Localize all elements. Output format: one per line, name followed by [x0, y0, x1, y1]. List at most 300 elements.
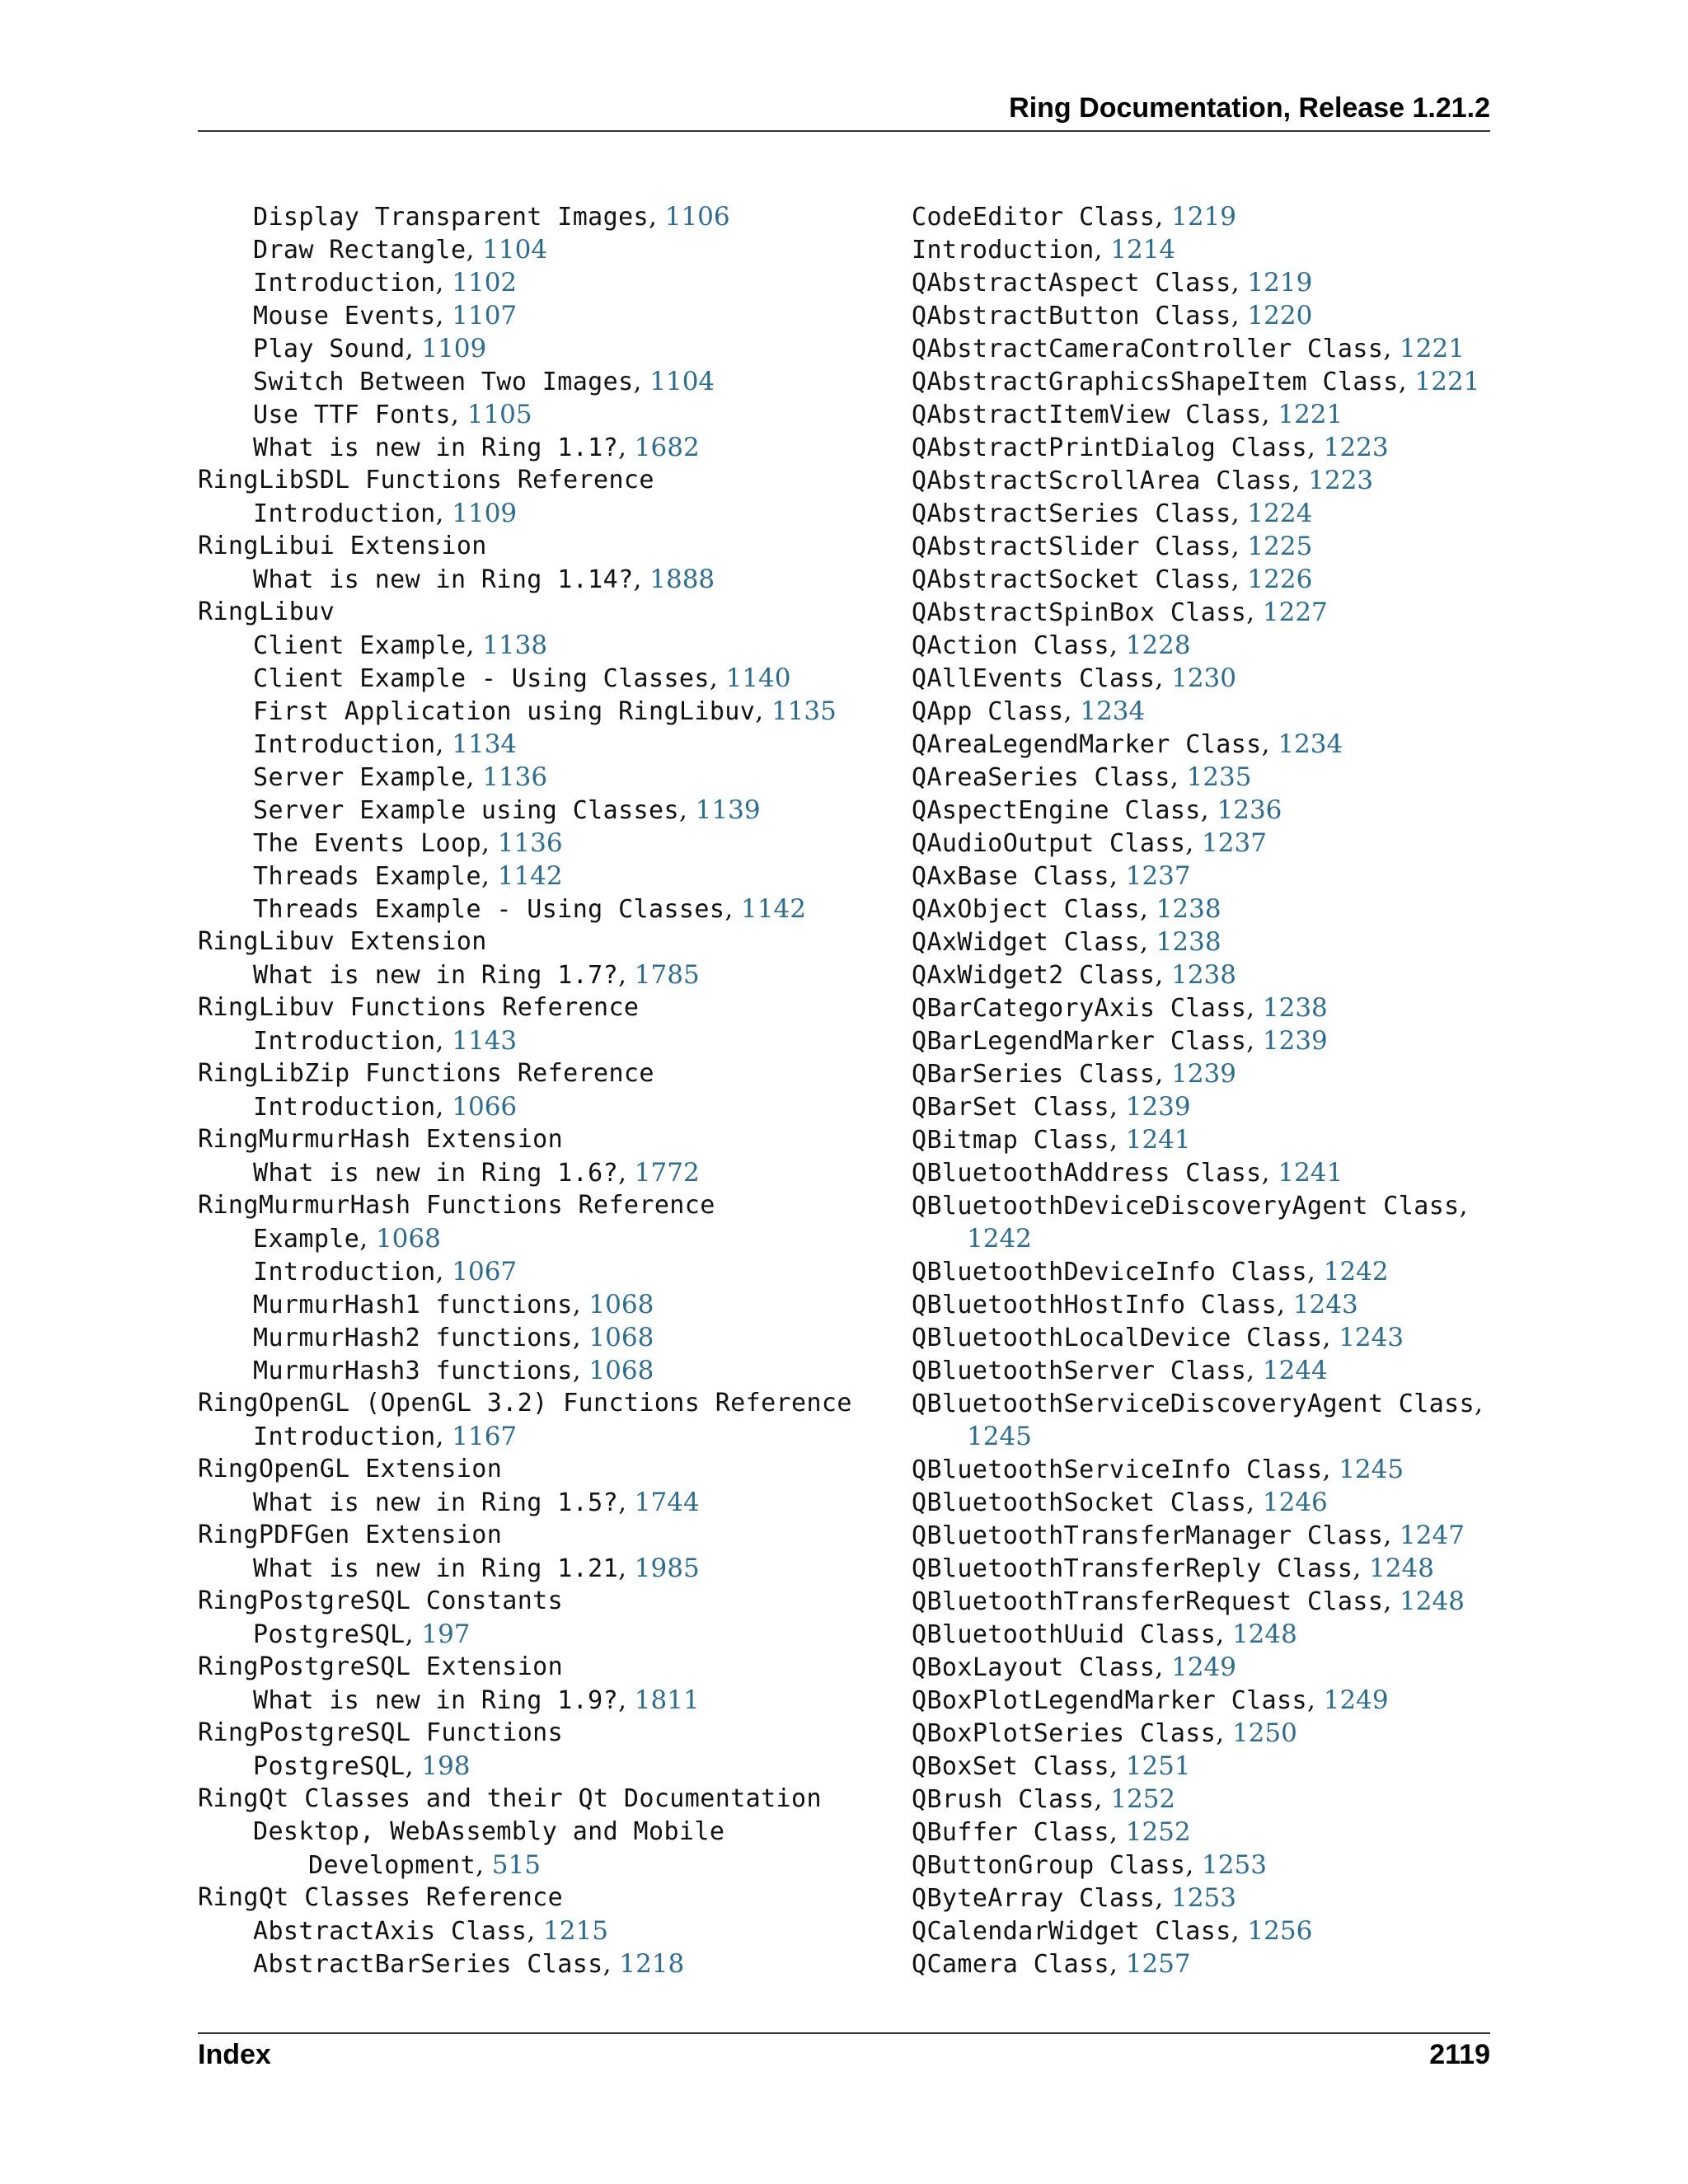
index-entry — [198, 200, 874, 233]
page-reference-link[interactable]: 1223 — [1323, 433, 1389, 462]
index-term: QBluetoothHostInfo Class — [912, 1291, 1278, 1319]
index-term: Server Example using Classes — [253, 796, 679, 825]
index-term: QBluetoothAddress Class — [912, 1159, 1262, 1188]
index-entry — [912, 497, 1505, 530]
page-reference-link[interactable]: 1221 — [1414, 367, 1480, 396]
index-entry — [198, 431, 874, 464]
page-reference-link[interactable]: 1239 — [1262, 1026, 1328, 1056]
index-separator: , — [1155, 960, 1172, 990]
index-separator: , — [572, 1323, 589, 1352]
index-separator: , — [1475, 1389, 1483, 1418]
page-reference-link[interactable]: 1249 — [1171, 1652, 1237, 1682]
index-entry — [912, 1255, 1505, 1288]
page-reference-link[interactable]: 1143 — [452, 1026, 518, 1056]
header-rule — [198, 130, 1490, 132]
index-term: QBitmap Class — [912, 1126, 1109, 1155]
page-reference-link[interactable]: 1772 — [634, 1158, 700, 1188]
index-entry — [912, 991, 1505, 1024]
index-term: What is new in Ring 1.9? — [253, 1686, 619, 1715]
index-entry — [912, 530, 1505, 563]
index-term: QAbstractGraphicsShapeItem Class — [912, 368, 1399, 396]
page-reference-link[interactable]: 1243 — [1339, 1323, 1404, 1352]
page-reference-link[interactable]: 1104 — [482, 235, 548, 265]
page-reference-link[interactable]: 515 — [491, 1850, 541, 1880]
index-term: Switch Between Two Images — [253, 368, 634, 396]
index-entry — [198, 662, 874, 695]
page-reference-link[interactable]: 1221 — [1400, 334, 1465, 363]
index-entry — [912, 1057, 1505, 1090]
index-term: QAbstractItemView Class — [912, 401, 1262, 429]
page-reference-link[interactable]: 1136 — [482, 762, 548, 792]
index-term: QCamera Class — [912, 1950, 1109, 1979]
page-reference-link[interactable]: 1236 — [1217, 795, 1282, 825]
page-reference-link[interactable]: 1238 — [1156, 894, 1221, 924]
index-term: QAbstractSeries Class — [912, 499, 1231, 528]
page-reference-link[interactable]: 1250 — [1231, 1718, 1297, 1748]
index-entry — [912, 398, 1505, 431]
index-entry — [912, 1585, 1505, 1618]
page-reference-link[interactable]: 1234 — [1080, 696, 1146, 726]
index-entry — [912, 958, 1505, 991]
index-separator: , — [1139, 927, 1156, 957]
page-reference-link[interactable]: 1238 — [1171, 960, 1237, 990]
index-separator: , — [1094, 235, 1111, 265]
page-reference-link[interactable]: 1248 — [1231, 1619, 1297, 1649]
index-term: RingLibuv Extension — [198, 927, 487, 956]
index-entry — [198, 1947, 874, 1980]
index-term: Play Sound — [253, 335, 406, 363]
index-entry — [198, 299, 874, 332]
page-reference-link[interactable]: 1138 — [482, 630, 548, 660]
index-term: Mouse Events — [253, 302, 436, 330]
index-separator: , — [1231, 301, 1248, 330]
index-entry — [198, 464, 874, 497]
page-reference-link[interactable]: 1068 — [588, 1290, 654, 1319]
page-reference-link[interactable]: 1142 — [497, 861, 563, 891]
page-reference-link[interactable]: 1107 — [452, 301, 518, 330]
page-reference-link[interactable]: 1234 — [1278, 729, 1343, 759]
index-entry — [912, 563, 1505, 596]
index-entry — [912, 1222, 1505, 1255]
index-term: QBluetoothLocalDevice Class — [912, 1324, 1323, 1352]
index-entry — [198, 893, 874, 926]
page-reference-link[interactable]: 1225 — [1247, 532, 1313, 561]
page-reference-link[interactable]: 1140 — [725, 663, 791, 693]
index-term: Development — [308, 1851, 476, 1880]
index-entry — [912, 464, 1505, 497]
index-entry — [912, 1882, 1505, 1915]
page-reference-link[interactable]: 1238 — [1156, 927, 1221, 957]
page-reference-link[interactable]: 1243 — [1292, 1290, 1358, 1319]
index-term: QBluetoothTransferRequest Class — [912, 1587, 1384, 1616]
page-reference-link[interactable]: 1237 — [1125, 861, 1191, 891]
page-reference-link[interactable]: 1136 — [497, 828, 563, 858]
page-reference-link[interactable]: 1219 — [1247, 268, 1313, 298]
page-reference-link[interactable]: 1248 — [1400, 1586, 1465, 1616]
index-term: AbstractBarSeries Class — [253, 1950, 603, 1979]
index-separator: , — [1459, 1191, 1468, 1221]
index-separator: , — [466, 762, 483, 792]
index-term: Client Example - Using Classes — [253, 664, 710, 693]
index-entry — [198, 761, 874, 794]
index-term: QApp Class — [912, 697, 1064, 726]
index-term: What is new in Ring 1.21 — [253, 1554, 619, 1583]
index-separator: , — [618, 1158, 635, 1188]
index-term: What is new in Ring 1.5? — [253, 1488, 619, 1517]
index-separator: , — [466, 630, 483, 660]
index-term: QAxObject Class — [912, 895, 1140, 924]
page-reference-link[interactable]: 1246 — [1262, 1488, 1328, 1517]
page-reference-link[interactable]: 1682 — [634, 433, 700, 462]
index-separator: , — [405, 1751, 422, 1781]
index-entry — [912, 1816, 1505, 1849]
index-separator: , — [1231, 499, 1248, 528]
page-reference-link[interactable]: 1248 — [1369, 1554, 1435, 1583]
index-entry — [198, 1552, 874, 1585]
index-term: RingOpenGL (OpenGL 3.2) Functions Reference — [198, 1389, 852, 1418]
index-separator: , — [476, 1850, 492, 1880]
index-separator: , — [435, 1026, 452, 1056]
page-reference-link[interactable]: 1104 — [649, 367, 715, 396]
index-separator: , — [1109, 1949, 1126, 1979]
index-separator: , — [435, 1257, 452, 1286]
page-reference-link[interactable]: 1135 — [771, 696, 837, 726]
page-reference-link[interactable]: 1252 — [1110, 1784, 1176, 1814]
page-reference-link[interactable]: 1223 — [1308, 466, 1374, 495]
index-entry — [912, 893, 1505, 926]
page-reference-link[interactable]: 1220 — [1247, 301, 1313, 330]
index-entry — [912, 1189, 1505, 1222]
index-separator: , — [1109, 1092, 1126, 1122]
footer-rule — [198, 2032, 1490, 2034]
page-reference-link[interactable]: 1253 — [1202, 1850, 1267, 1880]
page-reference-link[interactable]: 1256 — [1247, 1916, 1313, 1946]
page-reference-link[interactable]: 1068 — [375, 1224, 441, 1254]
index-separator: , — [1261, 729, 1278, 759]
index-separator: , — [1109, 630, 1126, 660]
index-separator: , — [678, 795, 696, 825]
index-entry — [198, 596, 874, 629]
index-term: Introduction — [253, 1258, 436, 1286]
index-separator: , — [405, 334, 422, 363]
index-separator: , — [618, 1685, 635, 1715]
index-entry — [912, 1156, 1505, 1189]
page-reference-link[interactable]: 1167 — [452, 1422, 518, 1451]
index-entry — [912, 827, 1505, 860]
page-reference-link[interactable]: 1238 — [1262, 993, 1328, 1023]
page-reference-link[interactable]: 1888 — [649, 565, 715, 594]
index-entry — [912, 1453, 1505, 1486]
index-term: QAudioOutput Class — [912, 829, 1186, 858]
index-term: QByteArray Class — [912, 1884, 1156, 1913]
page-reference-link[interactable]: 1252 — [1125, 1817, 1191, 1847]
index-term: RingQt Classes and their Qt Documentation — [198, 1784, 822, 1813]
page-reference-link[interactable]: 197 — [421, 1619, 471, 1649]
index-separator: , — [435, 1092, 452, 1122]
index-entry — [198, 1024, 874, 1057]
page-reference-link[interactable]: 1253 — [1171, 1883, 1237, 1913]
index-entry — [912, 1354, 1505, 1387]
index-term: QBarSet Class — [912, 1093, 1109, 1122]
index-term: QBoxSet Class — [912, 1752, 1109, 1781]
index-entry — [198, 1156, 874, 1189]
index-separator: , — [1216, 1619, 1232, 1649]
index-separator: , — [1231, 565, 1248, 594]
page-reference-link[interactable]: 1066 — [452, 1092, 518, 1122]
index-entry — [912, 1618, 1505, 1651]
index-entry — [912, 1123, 1505, 1156]
footer-section-label: Index — [198, 2039, 271, 2070]
index-term: Server Example — [253, 763, 467, 792]
index-separator: , — [451, 400, 467, 429]
index-entry — [198, 958, 874, 991]
index-term: What is new in Ring 1.1? — [253, 434, 619, 462]
index-entry — [198, 1519, 874, 1552]
index-term: RingLibuv — [198, 598, 335, 626]
index-term: RingPostgreSQL Extension — [198, 1652, 564, 1681]
index-term: QBluetoothServer Class — [912, 1357, 1247, 1385]
index-term: RingLibuv Functions Reference — [198, 993, 640, 1022]
index-term: RingLibui Extension — [198, 532, 487, 560]
index-entry — [198, 1816, 874, 1849]
index-separator: , — [1155, 1652, 1172, 1682]
page-reference-link[interactable]: 1247 — [1400, 1521, 1465, 1550]
index-separator: , — [1231, 1916, 1248, 1946]
page-reference-link[interactable]: 1068 — [588, 1356, 654, 1385]
index-separator: , — [618, 960, 635, 990]
index-separator: , — [709, 663, 726, 693]
index-entry — [912, 1750, 1505, 1783]
index-term: RingLibSDL Functions Reference — [198, 466, 654, 494]
index-term: First Application using RingLibuv — [253, 697, 756, 726]
page-reference-link[interactable]: 1249 — [1323, 1685, 1389, 1715]
index-term: QAbstractCameraController Class — [912, 335, 1384, 363]
index-separator: , — [1155, 663, 1172, 693]
page-reference-link[interactable]: 1242 — [967, 1224, 1032, 1254]
index-entry — [912, 695, 1505, 728]
index-separator: , — [633, 367, 650, 396]
index-separator: , — [435, 499, 452, 528]
page-reference-link[interactable]: 1102 — [452, 268, 518, 298]
index-separator: , — [466, 235, 483, 265]
index-separator: , — [633, 565, 650, 594]
page-reference-link[interactable]: 1215 — [543, 1916, 608, 1946]
page-reference-link[interactable]: 1245 — [1339, 1455, 1404, 1484]
page-reference-link[interactable]: 1214 — [1110, 235, 1176, 265]
page-reference-link[interactable]: 1134 — [452, 729, 518, 759]
index-entry — [198, 1354, 874, 1387]
index-entry — [198, 629, 874, 662]
index-separator: , — [1155, 1059, 1172, 1089]
index-separator: , — [572, 1356, 589, 1385]
index-term: PostgreSQL — [253, 1752, 406, 1781]
index-entry — [912, 1915, 1505, 1947]
index-term: QBuffer Class — [912, 1818, 1109, 1847]
index-entry — [198, 1585, 874, 1618]
page-reference-link[interactable]: 1218 — [619, 1949, 685, 1979]
index-entry — [198, 1288, 874, 1321]
index-term: QBluetoothTransferManager Class — [912, 1521, 1384, 1550]
index-term: Introduction — [253, 1027, 436, 1056]
page-reference-link[interactable]: 1227 — [1262, 598, 1328, 627]
page-reference-link[interactable]: 1068 — [588, 1323, 654, 1352]
index-term: QAreaLegendMarker Class — [912, 730, 1262, 759]
index-separator: , — [1216, 1718, 1232, 1748]
index-entry — [912, 365, 1505, 398]
index-entry — [912, 1486, 1505, 1519]
page-reference-link[interactable]: 1811 — [634, 1685, 700, 1715]
index-term: QBluetoothDeviceInfo Class — [912, 1258, 1307, 1286]
page-reference-link[interactable]: 1228 — [1125, 630, 1191, 660]
index-separator: , — [1383, 1586, 1400, 1616]
index-term: MurmurHash1 functions — [253, 1291, 573, 1319]
index-entry — [198, 1453, 874, 1486]
index-separator: , — [1185, 1850, 1203, 1880]
index-separator: , — [1322, 1455, 1339, 1484]
page-reference-link[interactable]: 1226 — [1247, 565, 1313, 594]
index-term: Example — [253, 1225, 360, 1254]
page-reference-link[interactable]: 1257 — [1125, 1949, 1191, 1979]
page-reference-link[interactable]: 1106 — [664, 202, 730, 232]
index-entry — [912, 200, 1505, 233]
index-entry — [198, 1849, 874, 1882]
index-separator: , — [1307, 1257, 1324, 1286]
index-term: PostgreSQL — [253, 1620, 406, 1649]
index-entry — [912, 1717, 1505, 1750]
index-entry — [912, 266, 1505, 299]
index-term: QAbstractAspect Class — [912, 269, 1231, 298]
index-separator: , — [1185, 828, 1203, 858]
index-term: QAllEvents Class — [912, 664, 1156, 693]
index-term: QBluetoothSocket Class — [912, 1488, 1247, 1517]
page-reference-link[interactable]: 1139 — [695, 795, 761, 825]
index-separator: , — [1200, 795, 1217, 825]
page-reference-link[interactable]: 1237 — [1202, 828, 1267, 858]
page-reference-link[interactable]: 1230 — [1171, 663, 1237, 693]
index-entry — [198, 1882, 874, 1915]
index-entry — [198, 1717, 874, 1750]
index-term: QBluetoothServiceDiscoveryAgent Class — [912, 1390, 1475, 1418]
index-entry — [198, 728, 874, 761]
index-entry — [912, 662, 1505, 695]
index-term: QBrush Class — [912, 1785, 1095, 1814]
index-entry — [912, 332, 1505, 365]
index-term: What is new in Ring 1.7? — [253, 961, 619, 990]
index-entry — [198, 1189, 874, 1222]
index-term: QBluetoothUuid Class — [912, 1620, 1217, 1649]
index-separator: , — [1261, 400, 1278, 429]
index-separator: , — [1170, 762, 1187, 792]
index-separator: , — [1155, 1883, 1172, 1913]
index-term: QBluetoothDeviceDiscoveryAgent Class — [912, 1192, 1460, 1221]
page-reference-link[interactable]: 1242 — [1323, 1257, 1389, 1286]
page-reference-link[interactable]: 1221 — [1278, 400, 1343, 429]
index-entry — [912, 1024, 1505, 1057]
index-separator: , — [603, 1949, 620, 1979]
index-term: QButtonGroup Class — [912, 1851, 1186, 1880]
page-reference-link[interactable]: 1244 — [1262, 1356, 1328, 1385]
index-entry — [198, 233, 874, 266]
index-separator: , — [481, 828, 498, 858]
page-reference-link[interactable]: 1239 — [1125, 1092, 1191, 1122]
page-reference-link[interactable]: 1219 — [1171, 202, 1237, 232]
page-reference-link[interactable]: 1224 — [1247, 499, 1313, 528]
index-term: Client Example — [253, 631, 467, 660]
index-separator: , — [1383, 334, 1400, 363]
page-reference-link[interactable]: 1235 — [1186, 762, 1252, 792]
index-term: Introduction — [253, 730, 436, 759]
index-separator: , — [1109, 1817, 1126, 1847]
index-term: Threads Example — [253, 862, 481, 891]
page-reference-link[interactable]: 198 — [421, 1751, 471, 1781]
index-term: QAspectEngine Class — [912, 796, 1201, 825]
index-entry — [912, 1552, 1505, 1585]
page-reference-link[interactable]: 1105 — [467, 400, 532, 429]
page-reference-link[interactable]: 1744 — [634, 1488, 700, 1517]
index-term: RingPostgreSQL Constants — [198, 1586, 564, 1615]
index-term: QBarCategoryAxis Class — [912, 994, 1247, 1023]
index-entry — [912, 794, 1505, 827]
index-entry — [912, 1288, 1505, 1321]
index-term: RingPostgreSQL Functions — [198, 1718, 564, 1747]
index-separator: , — [618, 1554, 635, 1583]
index-entry — [912, 1651, 1505, 1684]
index-entry — [198, 1750, 874, 1783]
index-term: The Events Loop — [253, 829, 481, 858]
page-reference-link[interactable]: 1245 — [967, 1422, 1032, 1451]
index-entry — [198, 1321, 874, 1354]
page-reference-link[interactable]: 1142 — [741, 894, 806, 924]
index-term: RingMurmurHash Extension — [198, 1125, 564, 1154]
index-separator: , — [1246, 598, 1263, 627]
index-entry — [198, 266, 874, 299]
index-entry — [198, 1222, 874, 1255]
index-separator: , — [1277, 1290, 1293, 1319]
index-separator: , — [435, 301, 452, 330]
page-reference-link[interactable]: 1109 — [421, 334, 487, 363]
index-entry — [912, 233, 1505, 266]
index-separator: , — [405, 1619, 422, 1649]
page-reference-link[interactable]: 1239 — [1171, 1059, 1237, 1089]
page-reference-link[interactable]: 1241 — [1278, 1158, 1343, 1188]
index-separator: , — [1109, 1125, 1126, 1155]
index-entry — [198, 1783, 874, 1816]
index-term: Display Transparent Images — [253, 203, 649, 232]
index-entry — [198, 794, 874, 827]
index-column-left — [198, 200, 874, 1980]
index-term: Threads Example - Using Classes — [253, 895, 725, 924]
index-entry — [198, 1651, 874, 1684]
page-reference-link[interactable]: 1985 — [634, 1554, 700, 1583]
index-term: Introduction — [912, 236, 1095, 265]
page-reference-link[interactable]: 1251 — [1125, 1751, 1191, 1781]
index-entry — [198, 1618, 874, 1651]
index-term: RingQt Classes Reference — [198, 1883, 564, 1912]
index-term: CodeEditor Class — [912, 203, 1156, 232]
index-term: QBarLegendMarker Class — [912, 1027, 1247, 1056]
index-separator: , — [1307, 433, 1324, 462]
page-reference-link[interactable]: 1785 — [634, 960, 700, 990]
page-reference-link[interactable]: 1067 — [452, 1257, 518, 1286]
index-separator: , — [1139, 894, 1156, 924]
index-separator: , — [359, 1224, 376, 1254]
index-term: QBluetoothTransferReply Class — [912, 1554, 1353, 1583]
page-reference-link[interactable]: 1109 — [452, 499, 518, 528]
index-entry — [198, 1420, 874, 1453]
index-entry — [198, 1123, 874, 1156]
page-reference-link[interactable]: 1241 — [1125, 1125, 1191, 1155]
index-entry — [912, 926, 1505, 958]
